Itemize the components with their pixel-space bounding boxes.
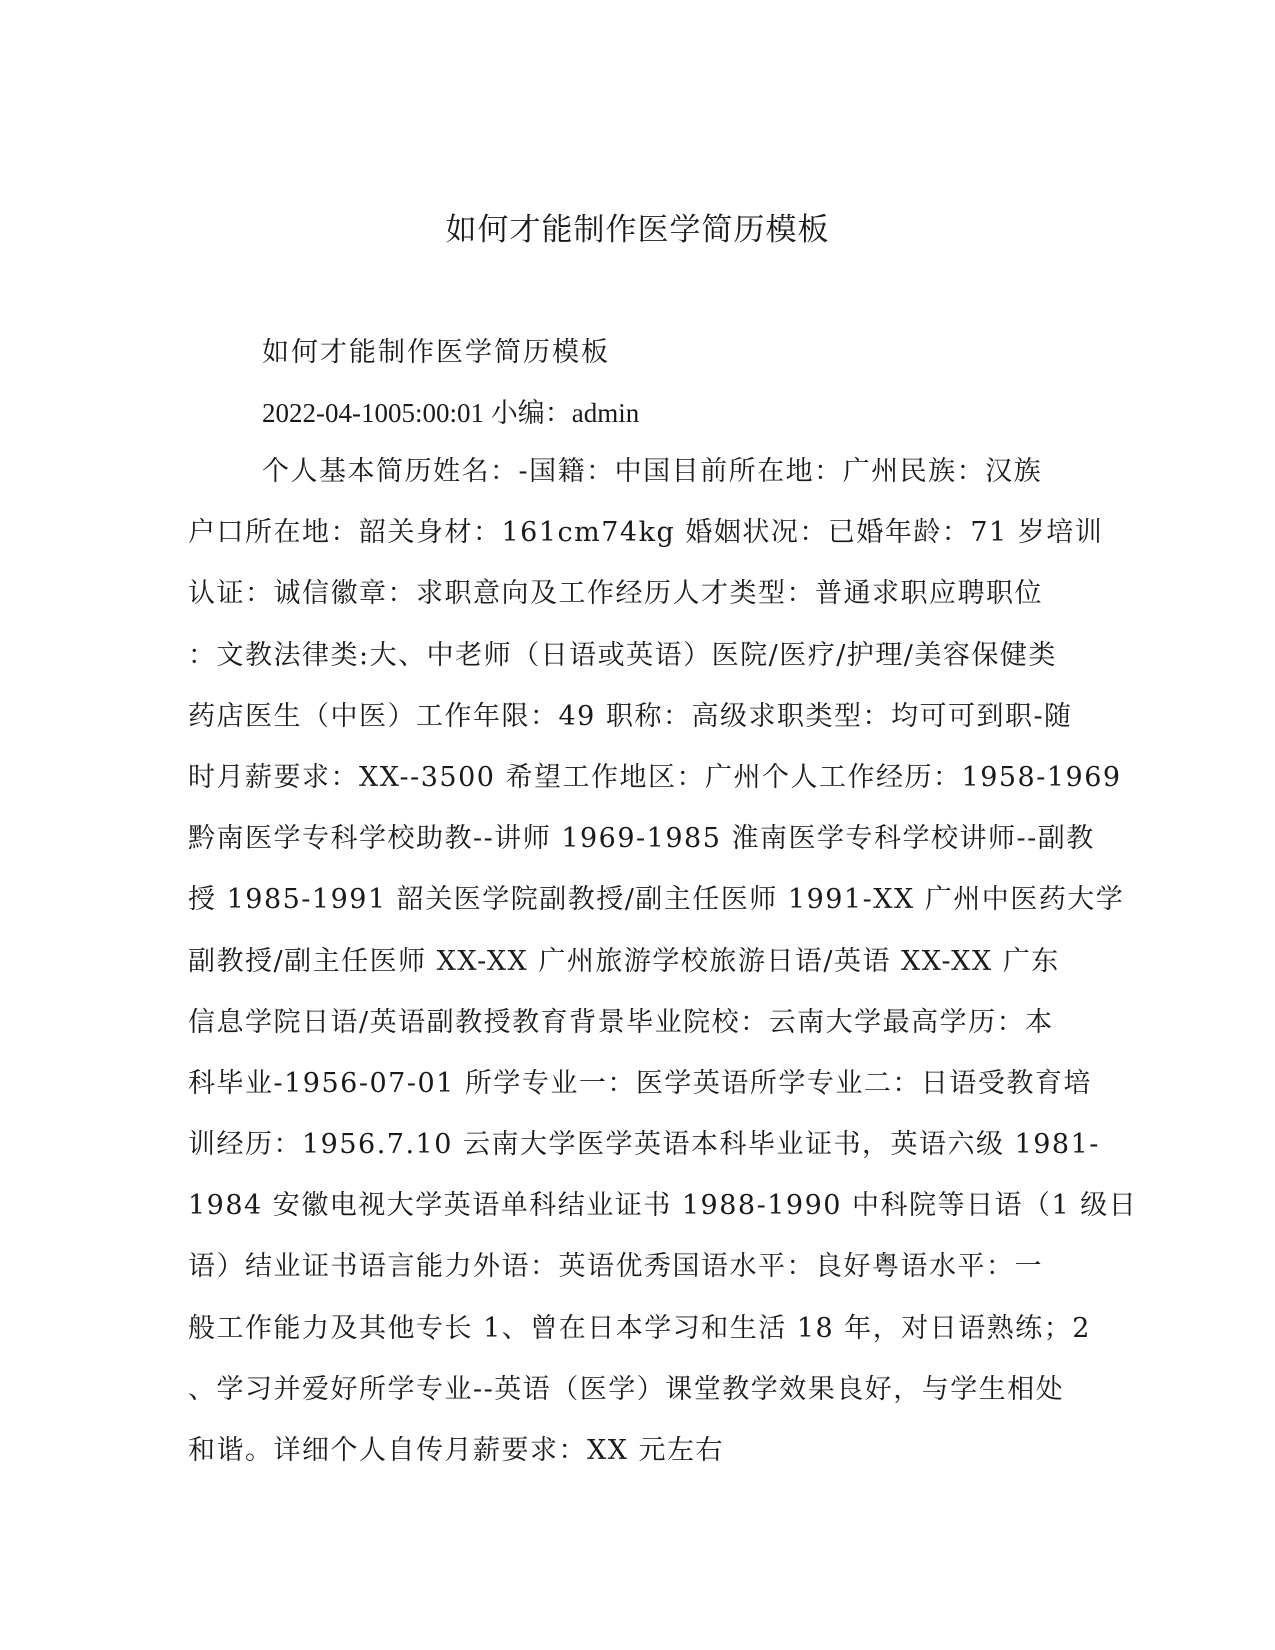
- body-line: 药店医生（中医）工作年限：49 职称：高级求职类型：均可可到职-随: [188, 700, 1073, 732]
- article-title: 如何才能制作医学简历模板: [262, 337, 610, 368]
- body-line: 黔南医学专科学校助教--讲师 1969-1985 淮南医学专科学校讲师--副教: [188, 823, 1095, 855]
- body-line: 认证：诚信徽章：求职意向及工作经历人才类型：普通求职应聘职位: [188, 578, 1043, 610]
- article-body: [188, 452, 1138, 1492]
- body-line: 信息学院日语/英语副教授教育背景毕业院校：云南大学最高学历：本: [188, 1006, 1054, 1038]
- body-line: 般工作能力及其他专长 1、曾在日本学习和生活 18 年，对日语熟练；2: [188, 1312, 1091, 1344]
- body-line: 授 1985-1991 韶关医学院副教授/副主任医师 1991-XX 广州中医药大学: [188, 884, 1125, 916]
- body-line: 时月薪要求：XX--3500 希望工作地区：广州个人工作经历：1958-1969: [188, 761, 1122, 793]
- body-line: 和谐。详细个人自传月薪要求：XX 元左右: [188, 1435, 725, 1466]
- body-line: 、学习并爱好所学专业--英语（医学）课堂教学效果良好，与学生相处: [188, 1373, 1065, 1405]
- body-line: 语）结业证书语言能力外语：英语优秀国语水平：良好粤语水平：一: [188, 1251, 1043, 1283]
- document-title: 如何才能制作医学简历模板: [445, 212, 830, 248]
- body-line: 科毕业-1956-07-01 所学专业一：医学英语所学专业二：日语受教育培: [188, 1067, 1092, 1099]
- body-line: 户口所在地：韶关身材：161cm74kg 婚姻状况：已婚年龄：71 岁培训: [188, 517, 1104, 549]
- body-line: ：文教法律类:大、中老师（日语或英语）医院/医疗/护理/美容保健类: [188, 639, 1057, 671]
- date-author-line: 2022-04-1005:00:01 小编：admin: [262, 398, 640, 428]
- body-line: 1984 安徽电视大学英语单科结业证书 1988-1990 中科院等日语（1 级日: [188, 1190, 1138, 1222]
- body-line: 个人基本简历姓名：-国籍：中国目前所在地：广州民族：汉族: [262, 456, 1043, 487]
- body-line: 训经历：1956.7.10 云南大学医学英语本科毕业证书，英语六级 1981-: [188, 1129, 1100, 1161]
- body-line: 副教授/副主任医师 XX-XX 广州旅游学校旅游日语/英语 XX-XX 广东: [188, 945, 1060, 977]
